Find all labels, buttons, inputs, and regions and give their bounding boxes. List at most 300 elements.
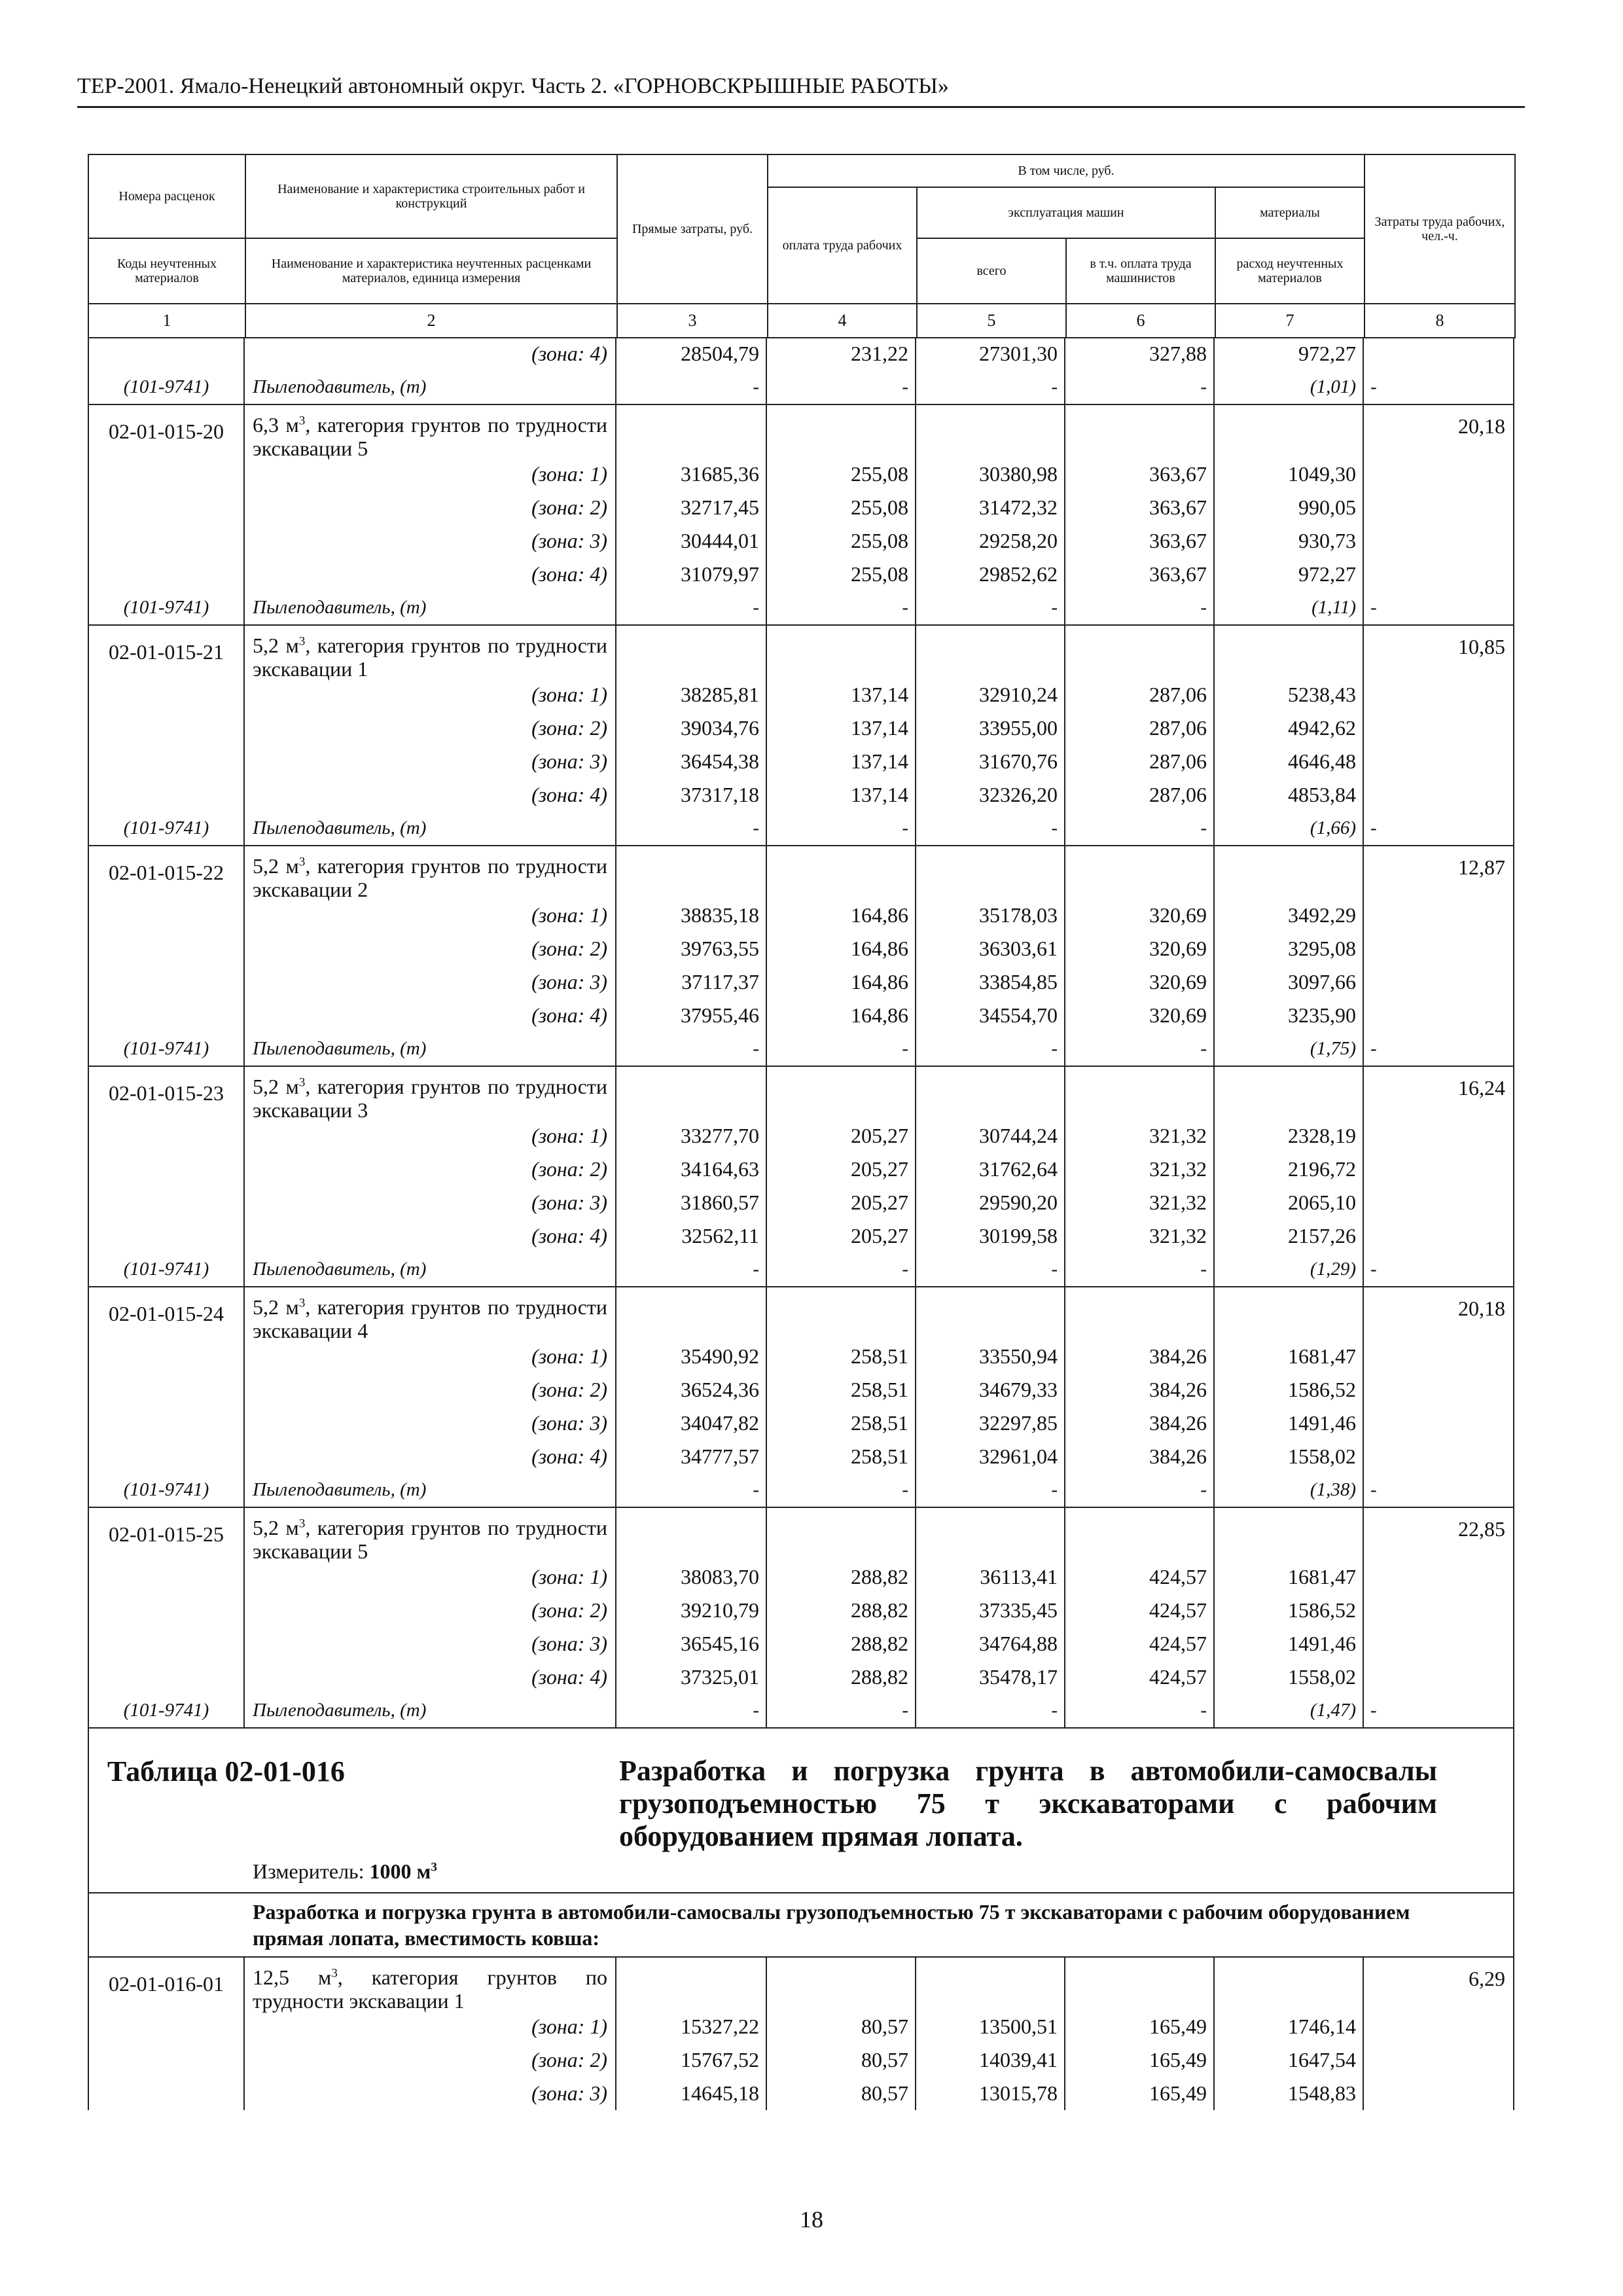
cell-materials: (1,29) (1215, 1253, 1364, 1286)
cell-machinist-pay (1065, 405, 1215, 457)
cell-machines-total: - (916, 1473, 1065, 1507)
cell-direct-costs: - (616, 370, 767, 404)
cell-labor-hours: - (1370, 376, 1377, 397)
cell-machinist-pay (1065, 626, 1215, 678)
cell-labor-hours: 6,29 (1469, 1967, 1505, 1990)
rate-title-row (245, 1067, 1513, 1122)
col-number: 7 (1215, 304, 1364, 338)
cell-machines-total: 34679,33 (916, 1373, 1065, 1407)
cell-labor-hours (1364, 558, 1513, 591)
cell-labor-pay: 164,86 (767, 899, 916, 932)
cell-materials (1215, 1287, 1364, 1340)
cell-labor-pay: 288,82 (767, 1660, 916, 1694)
cell-labor-pay: - (767, 1253, 916, 1286)
cell-labor-hours (1364, 1219, 1513, 1253)
cell-materials: 1746,14 (1215, 2010, 1364, 2043)
cell-materials: 3097,66 (1215, 965, 1364, 999)
cell-machinist-pay: 320,69 (1065, 899, 1215, 932)
cell-machinist-pay: 363,67 (1065, 491, 1215, 524)
cell-machinist-pay: - (1065, 370, 1215, 404)
cell-machines-total: 29258,20 (916, 524, 1065, 558)
cell-labor-pay: 231,22 (767, 337, 916, 370)
cell-materials: 930,73 (1215, 524, 1364, 558)
table-row (245, 965, 1513, 999)
material-name: Пылеподавитель, (т) (245, 591, 616, 624)
cell-materials: 1681,47 (1215, 1340, 1364, 1373)
cell-machinist-pay: 384,26 (1065, 1373, 1215, 1407)
material-code: (101-9741) (123, 376, 209, 397)
cell-machines-total: 32326,20 (916, 778, 1065, 812)
zone-label: (зона: 4) (245, 1219, 616, 1253)
material-row (123, 1473, 1513, 1507)
cell-materials: 2157,26 (1215, 1219, 1364, 1253)
cell-materials: 2065,10 (1215, 1186, 1364, 1219)
cell-machines-total (916, 1287, 1065, 1340)
cell-machines-total (916, 626, 1065, 678)
table-row (245, 558, 1513, 591)
cell-direct-costs (616, 1067, 767, 1119)
cell-labor-pay: 258,51 (767, 1373, 916, 1407)
zone-label: (зона: 2) (245, 491, 616, 524)
zone-label: (зона: 4) (245, 999, 616, 1032)
cell-labor-hours (1364, 1594, 1513, 1627)
table-row (245, 1340, 1513, 1373)
zone-label: (зона: 4) (245, 1660, 616, 1694)
cell-labor-pay: 80,57 (767, 2043, 916, 2077)
zone-label: (зона: 3) (245, 1627, 616, 1660)
table-row (245, 1186, 1513, 1219)
cell-direct-costs: 34777,57 (616, 1440, 767, 1473)
cell-labor-hours (1364, 965, 1513, 999)
cell-labor-pay: 164,86 (767, 965, 916, 999)
cell-direct-costs: 31079,97 (616, 558, 767, 591)
cell-labor-pay (767, 1508, 916, 1560)
cell-machines-total: 30744,24 (916, 1119, 1065, 1153)
cell-machines-total: 13500,51 (916, 2010, 1065, 2043)
page-number: 18 (800, 2206, 823, 2233)
cell-machines-total: 29590,20 (916, 1186, 1065, 1219)
zone-label: (зона: 1) (245, 1560, 616, 1594)
zone-label: (зона: 3) (245, 745, 616, 778)
cell-machines-total (916, 846, 1065, 899)
col-number: 4 (768, 304, 917, 338)
cell-labor-pay: - (767, 812, 916, 845)
cell-direct-costs: 36454,38 (616, 745, 767, 778)
zone-label: (зона: 2) (245, 1594, 616, 1627)
cell-labor-pay: - (767, 1694, 916, 1727)
cell-direct-costs (616, 1958, 767, 2010)
zone-label: (зона: 1) (245, 457, 616, 491)
cell-labor-hours (1364, 899, 1513, 932)
cell-machinist-pay: 321,32 (1065, 1153, 1215, 1186)
work-description: 5,2 $м^3$, категория грунтов по трудности экскавации 4 (245, 1287, 616, 1340)
cell-materials: (1,47) (1215, 1694, 1364, 1727)
cell-materials: (1,66) (1215, 812, 1364, 845)
work-description: 5,2 $м^3$, категория грунтов по трудности экскавации 3 (245, 1067, 616, 1119)
rate-cells (245, 1958, 1513, 2110)
cell-materials (1215, 626, 1364, 678)
cell-machinist-pay: 320,69 (1065, 932, 1215, 965)
rate-code: 02-01-015-21 (89, 626, 245, 845)
cell-labor-hours (1364, 524, 1513, 558)
cell-materials: 3295,08 (1215, 932, 1364, 965)
cell-materials: 990,05 (1215, 491, 1364, 524)
cell-direct-costs (616, 1508, 767, 1560)
cell-labor-hours (1364, 2077, 1513, 2110)
cell-machinist-pay (1065, 1067, 1215, 1119)
cell-machinist-pay: 287,06 (1065, 711, 1215, 745)
table-row (245, 1440, 1513, 1473)
cell-materials (1215, 846, 1364, 899)
cell-machinist-pay: 327,88 (1065, 337, 1215, 370)
table-section-heading (88, 1729, 1514, 1893)
cell-labor-pay: 255,08 (767, 524, 916, 558)
material-row (123, 1253, 1513, 1286)
cell-direct-costs: - (616, 591, 767, 624)
table-row (245, 2043, 1513, 2077)
cell-direct-costs: 37955,46 (616, 999, 767, 1032)
rate-code: 02-01-015-22 (89, 846, 245, 1066)
cell-machines-total: - (916, 1253, 1065, 1286)
table-row (245, 999, 1513, 1032)
col4-header: оплата труда рабочих (768, 187, 917, 304)
table-row (245, 778, 1513, 812)
material-code: (101-9741) (123, 597, 209, 618)
zone-label: (зона: 3) (245, 2077, 616, 2110)
cell-materials: 4646,48 (1215, 745, 1364, 778)
cell-machines-total: 27301,30 (916, 337, 1065, 370)
cell-materials: (1,75) (1215, 1032, 1364, 1066)
cell-machines-total: - (916, 591, 1065, 624)
cell-direct-costs: 33277,70 (616, 1119, 767, 1153)
cell-machinist-pay: 384,26 (1065, 1340, 1215, 1373)
cell-materials: 5238,43 (1215, 678, 1364, 711)
rate-block (88, 846, 1514, 1067)
cell-labor-hours: - (1370, 597, 1377, 618)
cell-labor-hours (1364, 1153, 1513, 1186)
cell-materials: 1681,47 (1215, 1560, 1364, 1594)
rate-title-row (245, 1958, 1513, 2013)
lead-block (88, 337, 1514, 405)
cell-labor-hours (1364, 1186, 1513, 1219)
zone-label: (зона: 4) (245, 558, 616, 591)
cell-labor-hours: - (1370, 1038, 1377, 1059)
table-row (245, 678, 1513, 711)
table-row (245, 2010, 1513, 2043)
cell-labor-hours (1364, 745, 1513, 778)
table-body (88, 337, 1514, 2110)
cell-labor-hours: - (1370, 1479, 1377, 1500)
cell-labor-hours: 16,24 (1458, 1076, 1505, 1100)
cell-machines-total: - (916, 1694, 1065, 1727)
cell-machinist-pay: - (1065, 1032, 1215, 1066)
cell-machinist-pay: - (1065, 1473, 1215, 1507)
cell-machines-total: 34554,70 (916, 999, 1065, 1032)
rate-title-row (245, 405, 1513, 460)
incl-header: В том числе, руб. (768, 154, 1364, 187)
col-number: 8 (1364, 304, 1515, 338)
cell-direct-costs: 15327,22 (616, 2010, 767, 2043)
rate-title-row (245, 1508, 1513, 1563)
material-code: (101-9741) (123, 1700, 209, 1721)
zone-label: (зона: 2) (245, 1153, 616, 1186)
cell-direct-costs: 35490,92 (616, 1340, 767, 1373)
cell-labor-hours (1364, 1119, 1513, 1153)
cell-machinist-pay: 287,06 (1065, 745, 1215, 778)
cell-labor-pay (767, 1287, 916, 1340)
cell-machines-total: 37335,45 (916, 1594, 1065, 1627)
cell-labor-pay: - (767, 370, 916, 404)
cell-materials: (1,01) (1215, 370, 1364, 404)
cell-machines-total (916, 1508, 1065, 1560)
cell-machines-total: 33550,94 (916, 1340, 1065, 1373)
table-row (245, 1119, 1513, 1153)
rate-block (88, 1067, 1514, 1287)
col-number: 6 (1066, 304, 1215, 338)
table-row (245, 1153, 1513, 1186)
cell-labor-pay: 137,14 (767, 678, 916, 711)
cell-labor-pay: 205,27 (767, 1219, 916, 1253)
cell-direct-costs: - (616, 812, 767, 845)
cell-materials: 1491,46 (1215, 1407, 1364, 1440)
table-row (245, 899, 1513, 932)
subtitle: Разработка и погрузка грунта в автомобили-самосвалы грузоподъемностью 75 т экскаваторами с рабочим оборудованием прямая лопата, вместимость ковша: (253, 1900, 1410, 1950)
cell-labor-pay: 255,08 (767, 558, 916, 591)
cell-machines-total: 35478,17 (916, 1660, 1065, 1694)
material-row (123, 591, 1513, 624)
cell-machinist-pay: 321,32 (1065, 1119, 1215, 1153)
cell-labor-pay: 164,86 (767, 932, 916, 965)
cell-direct-costs: 15767,52 (616, 2043, 767, 2077)
cell-machines-total: 32910,24 (916, 678, 1065, 711)
material-code: (101-9741) (123, 1479, 209, 1500)
cell-labor-pay (767, 626, 916, 678)
col-number: 1 (88, 304, 245, 338)
cell-labor-pay: - (767, 591, 916, 624)
table-row (245, 524, 1513, 558)
material-row (123, 812, 1513, 845)
table-row (245, 1373, 1513, 1407)
cell-machines-total: 29852,62 (916, 558, 1065, 591)
cell-machines-total: 31762,64 (916, 1153, 1065, 1186)
cell-labor-hours (1364, 932, 1513, 965)
cell-direct-costs: 30444,01 (616, 524, 767, 558)
cell-labor-hours (1364, 999, 1513, 1032)
cell-direct-costs (616, 405, 767, 457)
material-name: Пылеподавитель, (т) (245, 1694, 616, 1727)
cell-labor-pay (767, 1067, 916, 1119)
table-row (245, 2077, 1513, 2110)
materials-header: материалы (1215, 187, 1364, 238)
col-number: 5 (917, 304, 1066, 338)
cell-machines-total: 31472,32 (916, 491, 1065, 524)
rate-block (88, 405, 1514, 626)
cell-labor-pay (767, 405, 916, 457)
rate-code: 02-01-016-01 (89, 1958, 245, 2110)
rate-code: 02-01-015-24 (89, 1287, 245, 1507)
cell-machinist-pay: 287,06 (1065, 778, 1215, 812)
col-number: 3 (617, 304, 768, 338)
cell-labor-pay: 258,51 (767, 1340, 916, 1373)
cell-labor-hours: 20,18 (1458, 1297, 1505, 1320)
cell-direct-costs (616, 846, 767, 899)
cell-labor-hours (1364, 711, 1513, 745)
cell-labor-hours (1364, 1660, 1513, 1694)
cell-machinist-pay (1065, 1958, 1215, 2010)
cell-machines-total: - (916, 370, 1065, 404)
zone-label: (зона: 1) (245, 1119, 616, 1153)
cell-direct-costs: - (616, 1473, 767, 1507)
table-row (245, 1407, 1513, 1440)
cell-machinist-pay: 424,57 (1065, 1627, 1215, 1660)
cell-materials: 1586,52 (1215, 1373, 1364, 1407)
zone-label: (зона: 4) (245, 1440, 616, 1473)
table-label: Таблица 02-01-016 (107, 1755, 345, 1787)
rate-code: 02-01-015-23 (89, 1067, 245, 1286)
material-name: Пылеподавитель, (т) (245, 812, 616, 845)
cell-materials (1215, 405, 1364, 457)
cell-materials: 4942,62 (1215, 711, 1364, 745)
col-number: 2 (245, 304, 617, 338)
cell-materials: 3492,29 (1215, 899, 1364, 932)
cell-machines-total: - (916, 1032, 1065, 1066)
table-row (245, 745, 1513, 778)
cell-materials: 3235,90 (1215, 999, 1364, 1032)
cell-labor-pay (767, 1958, 916, 2010)
col2-top-header: Наименование и характеристика строительных работ и конструкций (245, 154, 617, 238)
col7-header: расход неучтенных материалов (1215, 238, 1364, 304)
cell-machinist-pay: 384,26 (1065, 1407, 1215, 1440)
material-code: (101-9741) (123, 1259, 209, 1280)
zone-label: (зона: 1) (245, 678, 616, 711)
cell-labor-pay: 137,14 (767, 745, 916, 778)
cell-materials: 972,27 (1215, 337, 1364, 370)
cell-machinist-pay (1065, 1287, 1215, 1340)
zone-label: (зона: 2) (245, 932, 616, 965)
header-rule (77, 106, 1525, 108)
cell-labor-pay: 288,82 (767, 1627, 916, 1660)
subtitle-row (88, 1893, 1514, 1958)
col1-bottom-header: Коды неучтенных материалов (88, 238, 245, 304)
cell-materials: 1647,54 (1215, 2043, 1364, 2077)
cell-labor-pay: 258,51 (767, 1440, 916, 1473)
cell-direct-costs: - (616, 1253, 767, 1286)
cell-machinist-pay: - (1065, 1253, 1215, 1286)
cell-direct-costs: 34164,63 (616, 1153, 767, 1186)
cell-machines-total: 14039,41 (916, 2043, 1065, 2077)
cell-machines-total: 35178,03 (916, 899, 1065, 932)
cell-machines-total: 36303,61 (916, 932, 1065, 965)
cell-machinist-pay: - (1065, 591, 1215, 624)
cell-labor-pay: 80,57 (767, 2010, 916, 2043)
cell-machinist-pay: 165,49 (1065, 2077, 1215, 2110)
meter-label: Измеритель: 1000 $м^3$ (253, 1859, 437, 1883)
cell-labor-pay: 137,14 (767, 711, 916, 745)
cell-machines-total: 13015,78 (916, 2077, 1065, 2110)
rate-title-row (245, 626, 1513, 681)
cell-labor-pay: 288,82 (767, 1594, 916, 1627)
rate-title-row (245, 846, 1513, 899)
zone-label: (зона: 3) (245, 524, 616, 558)
cell-machinist-pay: 424,57 (1065, 1560, 1215, 1594)
rate-block (88, 626, 1514, 846)
table-row (245, 491, 1513, 524)
cell-materials: 972,27 (1215, 558, 1364, 591)
material-name: Пылеподавитель, (т) (245, 1253, 616, 1286)
cell-direct-costs: 32562,11 (616, 1219, 767, 1253)
cell-direct-costs: 28504,79 (616, 337, 767, 370)
cell-labor-hours: 22,85 (1458, 1517, 1505, 1541)
cell-machinist-pay: 321,32 (1065, 1219, 1215, 1253)
col5-header: всего (917, 238, 1066, 304)
cell-direct-costs: 34047,82 (616, 1407, 767, 1440)
cell-direct-costs: - (616, 1694, 767, 1727)
cell-materials (1215, 1067, 1364, 1119)
cell-direct-costs: 31860,57 (616, 1186, 767, 1219)
cell-labor-hours (1364, 1440, 1513, 1473)
cell-machines-total (916, 1067, 1065, 1119)
cell-direct-costs: 14645,18 (616, 2077, 767, 2110)
cell-materials: 1049,30 (1215, 457, 1364, 491)
cell-labor-hours (1364, 457, 1513, 491)
cell-machinist-pay: 165,49 (1065, 2043, 1215, 2077)
work-description: 5,2 $м^3$, категория грунтов по трудности экскавации 1 (245, 626, 616, 678)
work-description: 5,2 $м^3$, категория грунтов по трудности экскавации 2 (245, 846, 616, 899)
cell-labor-hours (1364, 1373, 1513, 1407)
cell-machines-total: 30199,58 (916, 1219, 1065, 1253)
cell-machinist-pay: 165,49 (1065, 2010, 1215, 2043)
cell-machines-total: - (916, 812, 1065, 845)
table-row (245, 1594, 1513, 1627)
table-title: Разработка и погрузка грунта в автомобили-самосвалы грузоподъемностью 75 т экскаваторами с рабочим оборудованием прямая лопата. (619, 1755, 1437, 1852)
cell-labor-pay: 255,08 (767, 457, 916, 491)
col3-header: Прямые затраты, руб. (617, 154, 768, 304)
zone-label: (зона: 3) (245, 965, 616, 999)
cell-labor-pay: - (767, 1032, 916, 1066)
table-row (245, 1660, 1513, 1694)
zone-label: (зона: 4) (245, 778, 616, 812)
cell-direct-costs: 39210,79 (616, 1594, 767, 1627)
machines-header: эксплуатация машин (917, 187, 1215, 238)
cell-machinist-pay: 424,57 (1065, 1594, 1215, 1627)
cell-machines-total: 32297,85 (916, 1407, 1065, 1440)
cell-labor-hours: 10,85 (1458, 635, 1505, 658)
cell-machines-total: 33854,85 (916, 965, 1065, 999)
zone-label: (зона: 2) (245, 2043, 616, 2077)
table-row (245, 932, 1513, 965)
cell-materials: (1,38) (1215, 1473, 1364, 1507)
cell-labor-hours (1364, 678, 1513, 711)
cell-materials (1215, 1508, 1364, 1560)
cell-labor-hours: - (1370, 1259, 1377, 1280)
cell-labor-hours (1364, 1407, 1513, 1440)
material-row (123, 370, 1513, 404)
cell-labor-hours (1364, 1627, 1513, 1660)
cell-labor-pay: 205,27 (767, 1153, 916, 1186)
zone-label: (зона: 3) (245, 1407, 616, 1440)
zone-label: (зона: 2) (245, 711, 616, 745)
cell-direct-costs: 37325,01 (616, 1660, 767, 1694)
rate-title-row (245, 1287, 1513, 1340)
material-code: (101-9741) (123, 1038, 209, 1059)
table-row (245, 457, 1513, 491)
cell-labor-hours (1364, 1340, 1513, 1373)
rate-code: 02-01-015-25 (89, 1508, 245, 1727)
cell-materials: 1558,02 (1215, 1660, 1364, 1694)
material-row (123, 1032, 1513, 1066)
cell-materials: (1,11) (1215, 591, 1364, 624)
cell-materials: 1491,46 (1215, 1627, 1364, 1660)
